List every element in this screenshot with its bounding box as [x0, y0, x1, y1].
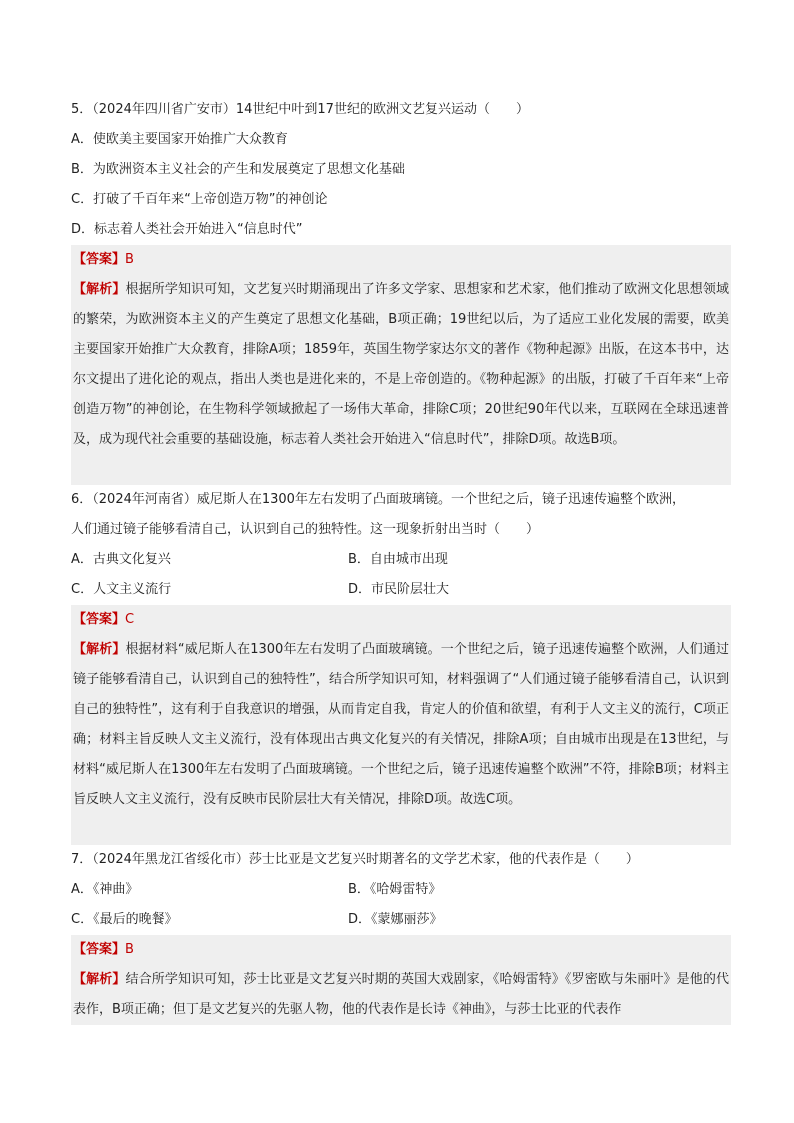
option-d: D．标志着人类社会开始进入“信息时代” — [71, 222, 303, 237]
question-stem-line-2: 人们通过镜子能够看清自己，认识到自己的独特性。这一现象折射出当时（ ） — [71, 522, 540, 537]
option-a: A．使欧美主要国家开始推广大众教育 — [71, 132, 288, 147]
answer-block — [71, 935, 731, 1025]
page-content — [71, 95, 731, 1025]
question-6 — [71, 485, 731, 845]
question-7 — [71, 845, 731, 1025]
answer-tag: 【答案】 — [73, 942, 126, 957]
option-a: A．《神曲》 — [71, 882, 139, 897]
option-d: D．《蒙娜丽莎》 — [348, 912, 443, 927]
option-d: D．市民阶层壮大 — [348, 582, 450, 597]
answer-line — [71, 245, 731, 275]
analysis-tag: 【解析】 — [73, 282, 126, 297]
answer-tag: 【答案】 — [73, 252, 126, 267]
analysis-paragraph — [71, 965, 731, 1025]
analysis-paragraph — [71, 635, 731, 845]
answer-block — [71, 245, 731, 485]
analysis-tag: 【解析】 — [73, 972, 126, 987]
answer-tag: 【答案】 — [73, 612, 126, 627]
answer-value: B — [125, 252, 134, 267]
options-row-1 — [71, 545, 731, 575]
question-5 — [71, 95, 731, 485]
option-c: C．《最后的晚餐》 — [71, 912, 178, 927]
answer-block — [71, 605, 731, 845]
analysis-text: 结合所学知识可知，莎士比亚是文艺复兴时期的英国大戏剧家，《哈姆雷特》《罗密欧与朱丽叶》是他的代表作，B项正确；但丁是文艺复兴的先驱人物，他的代表作是长诗《神曲》，与莎士比亚的代表作 — [73, 972, 729, 1017]
analysis-paragraph — [71, 275, 731, 485]
options-row-2 — [71, 905, 731, 935]
analysis-text: 根据材料“威尼斯人在1300年左右发明了凸面玻璃镜。一个世纪之后，镜子迅速传遍整个欧洲，人们通过镜子能够看清自己，认识到自己的独特性”，结合所学知识可知，材料强调了“人们通过镜子能够看清自己，认识到自己的独特性”，这有利于自我意识的增强，从而肯定自我，肯定人的价值和欲望，有利于人文主义的流行，C项正确；材料主旨反映人文主义流行，没有体现出古典文化复兴的有关情况，排除A项；自由城市出现是在13世纪，与材料“威尼斯人在1300年左右发明了凸面玻璃镜。一个世纪之后，镜子迅速传遍整个欧洲”不符，排除B项；材料主旨反映人文主义流行，没有反映市民阶层壮大有关情况，排除D项。故选C项。 — [73, 642, 729, 807]
answer-line — [71, 605, 731, 635]
question-stem: 5．（2024年四川省广安市）14世纪中叶到17世纪的欧洲文艺复兴运动（ ） — [71, 102, 529, 117]
question-stem-line-1: 6．（2024年河南省）威尼斯人在1300年左右发明了凸面玻璃镜。一个世纪之后，镜子迅速传遍整个欧洲， — [71, 492, 685, 507]
option-b: B．《哈姆雷特》 — [348, 882, 442, 897]
answer-value: C — [125, 612, 135, 627]
analysis-tag: 【解析】 — [73, 642, 126, 657]
option-c: C．人文主义流行 — [71, 582, 172, 597]
option-b: B．为欧洲资本主义社会的产生和发展奠定了思想文化基础 — [71, 162, 405, 177]
question-stem: 7．（2024年黑龙江省绥化市）莎士比亚是文艺复兴时期著名的文学艺术家，他的代表作是（ ） — [71, 852, 639, 867]
options-row-1 — [71, 875, 731, 905]
options-row-2 — [71, 575, 731, 605]
option-b: B．自由城市出现 — [348, 552, 448, 567]
analysis-text: 根据所学知识可知，文艺复兴时期涌现出了许多文学家、思想家和艺术家，他们推动了欧洲文化思想领域的繁荣，为欧洲资本主义的产生奠定了思想文化基础，B项正确；19世纪以后，为了适应工业化发展的需要，欧美主要国家开始推广大众教育，排除A项；1859年，英国生物学家达尔文的著作《物种起源》出版，在这本书中，达尔文提出了进化论的观点，指出人类也是进化来的，不是上帝创造的。《物种起源》的出版，打破了千百年来“上帝创造万物”的神创论，在生物科学领域掀起了一场伟大革命，排除C项；20世纪90年代以来，互联网在全球迅速普及，成为现代社会重要的基础设施，标志着人类社会开始进入“信息时代”，排除D项。故选B项。 — [73, 282, 729, 447]
answer-line — [71, 935, 731, 965]
option-a: A．古典文化复兴 — [71, 552, 171, 567]
option-c: C．打破了千百年来“上帝创造万物”的神创论 — [71, 192, 328, 207]
answer-value: B — [125, 942, 134, 957]
